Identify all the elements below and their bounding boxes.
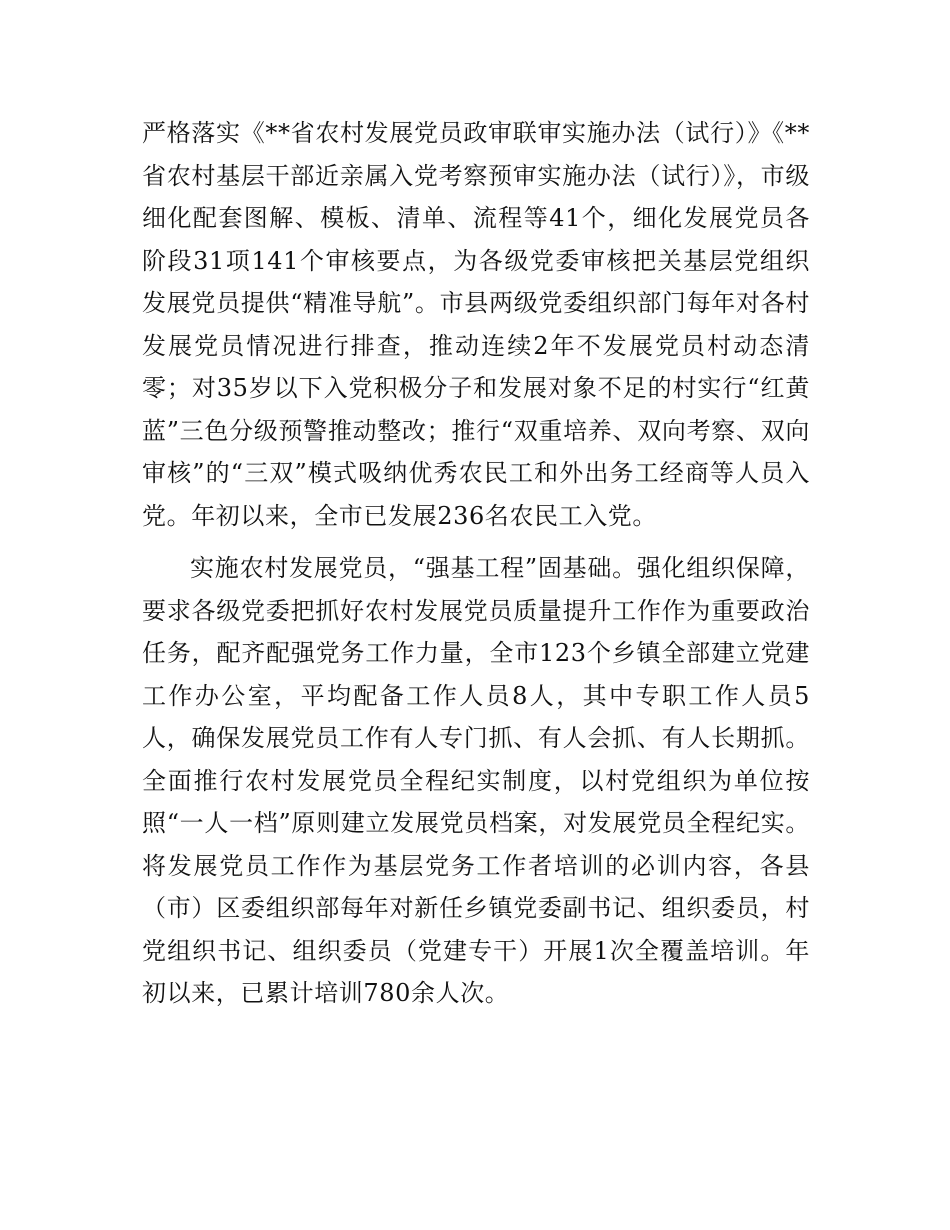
- document-body: [142, 112, 810, 1015]
- paragraph-2: 实施农村发展党员，“强基工程”固基础。强化组织保障，要求各级党委把抓好农村发展党员质量提升工作作为重要政治任务，配齐配强党务工作力量，全市123个乡镇全部建立党建工作办公室，平均配备工作人员8人，其中专职工作人员5人，确保发展党员工作有人专门抓、有人会抓、有人长期抓。全面推行农村发展党员全程纪实制度，以村党组织为单位按照“一人一档”原则建立发展党员档案，对发展党员全程纪实。将发展党员工作作为基层党务工作者培训的必训内容，各县（市）区委组织部每年对新任乡镇党委副书记、组织委员，村党组织书记、组织委员（党建专干）开展1次全覆盖培训。年初以来，已累计培训780余人次。: [142, 554, 810, 1007]
- paragraph-1: 严格落实《**省农村发展党员政审联审实施办法（试行）》《**省农村基层干部近亲属入党考察预审实施办法（试行）》，市级细化配套图解、模板、清单、流程等41个，细化发展党员各阶段31项141个审核要点，为各级党委审核把关基层党组织发展党员提供“精准导航”。市县两级党委组织部门每年对各村发展党员情况进行排查，推动连续2年不发展党员村动态清零；对35岁以下入党积极分子和发展对象不足的村实行“红黄蓝”三色分级预警推动整改；推行“双重培养、双向考察、双向审核”的“三双”模式吸纳优秀农民工和外出务工经商等人员入党。年初以来，全市已发展236名农民工入党。: [142, 119, 810, 530]
